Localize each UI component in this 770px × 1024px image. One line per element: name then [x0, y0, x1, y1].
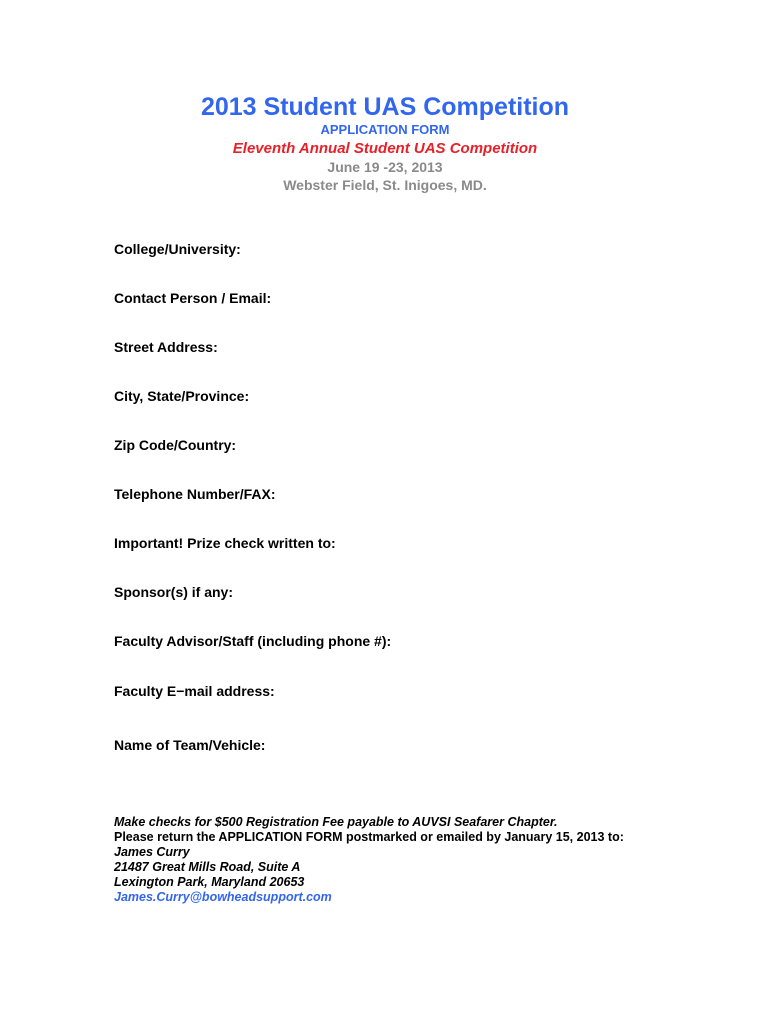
form-subtitle: APPLICATION FORM — [320, 122, 450, 137]
field-street-address: Street Address: — [114, 339, 218, 355]
field-faculty-advisor-staff: Faculty Advisor/Staff (including phone #): — [114, 633, 392, 649]
field-telephone-fax: Telephone Number/FAX: — [114, 486, 276, 502]
event-dates: June 19 -23, 2013 — [327, 159, 443, 175]
contact-name: James Curry — [114, 845, 190, 859]
submission-instructions — [114, 815, 624, 905]
form-header — [0, 92, 770, 194]
field-zip-code-country: Zip Code/Country: — [114, 437, 237, 453]
return-deadline-note: Please return the APPLICATION FORM postmarked or emailed by January 15, 2013 to: — [114, 830, 624, 844]
field-prize-check-payee: Important! Prize check written to: — [114, 535, 336, 551]
field-team-vehicle-name: Name of Team/Vehicle: — [114, 737, 266, 753]
annual-competition-name: Eleventh Annual Student UAS Competition — [232, 140, 538, 157]
field-city-state-province: City, State/Province: — [114, 388, 250, 404]
field-faculty-email: Faculty E−mail address: — [114, 683, 275, 699]
event-venue: Webster Field, St. Inigoes, MD. — [283, 177, 487, 193]
contact-street: 21487 Great Mills Road, Suite A — [114, 860, 301, 874]
field-contact-person-email: Contact Person / Email: — [114, 290, 272, 306]
page-title: 2013 Student UAS Competition — [200, 93, 570, 121]
field-college-university: College/University: — [114, 241, 241, 257]
registration-fee-note: Make checks for $500 Registration Fee payable to AUVSI Seafarer Chapter. — [114, 815, 558, 829]
contact-email-link[interactable]: James.Curry@bowheadsupport.com — [114, 890, 332, 904]
field-sponsors: Sponsor(s) if any: — [114, 584, 234, 600]
contact-city: Lexington Park, Maryland 20653 — [114, 875, 305, 889]
